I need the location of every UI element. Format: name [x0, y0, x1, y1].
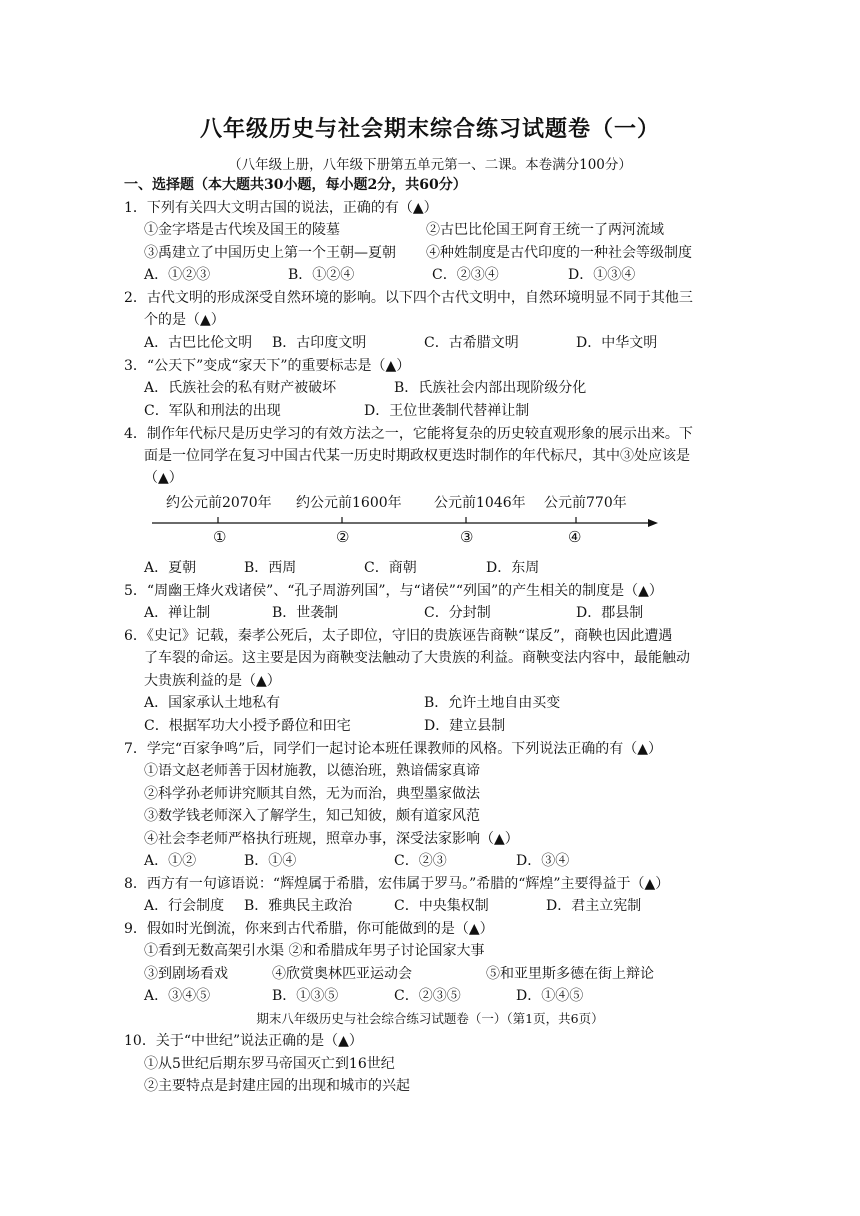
- question-2-option-d: D．中华文明: [576, 335, 658, 351]
- question-4-stem: 4．制作年代标尺是历史学习的有效方法之一，它能将复杂的历史较直观形象的展示出来。下: [124, 426, 693, 442]
- question-7-option-d: D．③④: [516, 853, 570, 869]
- question-4-option-c: C．商朝: [364, 560, 417, 576]
- question-6-option-b: B．允许土地自由买变: [424, 695, 561, 711]
- question-2-option-b: B．古印度文明: [272, 335, 367, 351]
- question-3-option-d: D．王位世袭制代替禅让制: [364, 403, 530, 419]
- question-4-option-a: A．夏朝: [144, 560, 197, 576]
- question-9-statement-1: ①看到无数高架引水渠 ②和希腊成年男子讨论国家大事: [144, 943, 485, 959]
- question-1-option-b: B．①②④: [288, 267, 355, 283]
- question-9-option-a: A．③④⑤: [144, 988, 211, 1004]
- question-8-option-d: D．君主立宪制: [546, 898, 642, 914]
- question-9-option-c: C．②③⑤: [394, 988, 461, 1004]
- question-3-option-a: A．氏族社会的私有财产被破坏: [144, 380, 337, 396]
- question-9-statement-3: ③到剧场看戏: [144, 966, 228, 982]
- question-9-statement-4: ④欣赏奥林匹亚运动会: [272, 966, 412, 982]
- question-10-statement-1: ①从5世纪后期东罗马帝国灭亡到16世纪: [144, 1056, 395, 1072]
- question-6-stem-cont: 了车裂的命运。这主要是因为商鞅变法触动了大贵族的利益。商鞅变法内容中，最能触动: [144, 650, 690, 666]
- timeline-marker-2: ②: [336, 528, 350, 546]
- question-6-option-a: A．国家承认土地私有: [144, 695, 281, 711]
- question-8-option-a: A．行会制度: [144, 898, 225, 914]
- question-9-statement-5: ⑤和亚里斯多德在街上辩论: [486, 966, 654, 982]
- question-1-statement-3: ③禹建立了中国历史上第一个王朝—夏朝: [144, 245, 396, 261]
- question-1-statement-1: ①金字塔是古代埃及国王的陵墓: [144, 222, 340, 238]
- question-4-stem-cont: 面是一位同学在复习中国古代某一历史时期政权更迭时制作的年代标尺，其中③处应该是: [144, 448, 690, 464]
- timeline-label-3: 公元前1046年: [434, 495, 526, 511]
- question-5-option-b: B．世袭制: [272, 605, 339, 621]
- question-2-option-c: C．古希腊文明: [424, 335, 519, 351]
- page-title: 八年级历史与社会期末综合练习试题卷（一）: [199, 116, 660, 142]
- question-10-stem: 10．关于“中世纪”说法正确的是（▲）: [124, 1033, 363, 1049]
- page-footer: 期末八年级历史与社会综合练习试题卷（一）（第1页，共6页）: [256, 1011, 604, 1026]
- question-7-statement-3: ③数学钱老师深入了解学生，知己知彼，颇有道家风范: [144, 808, 480, 824]
- question-7-option-b: B．①④: [244, 853, 297, 869]
- question-1-stem: 1．下列有关四大文明古国的说法，正确的有（▲）: [124, 200, 438, 216]
- question-8-stem: 8．西方有一句谚语说：“辉煌属于希腊，宏伟属于罗马。”希腊的“辉煌”主要得益于（▲）: [124, 876, 670, 892]
- timeline-marker-4: ④: [568, 528, 582, 546]
- question-3-stem: 3．“公天下”变成“家天下”的重要标志是（▲）: [124, 358, 411, 374]
- question-6-option-d: D．建立县制: [424, 718, 506, 734]
- question-2-option-a: A．古巴比伦文明: [144, 335, 253, 351]
- question-5-option-c: C．分封制: [424, 605, 491, 621]
- timeline-marker-3: ③: [460, 528, 474, 546]
- question-7-option-a: A．①②: [144, 853, 197, 869]
- question-7-statement-4: ④社会李老师严格执行班规，照章办事，深受法家影响（▲）: [144, 831, 519, 847]
- question-7-statement-2: ②科学孙老师讲究顺其自然，无为而治，典型墨家做法: [144, 786, 480, 802]
- section-heading: 一、选择题（本大题共30小题，每小题2分，共60分）: [124, 177, 467, 193]
- question-6-option-c: C．根据军功大小授予爵位和田宅: [144, 718, 351, 734]
- question-2-stem: 2．古代文明的形成深受自然环境的影响。以下四个古代文明中，自然环境明显不同于其他三: [124, 290, 693, 306]
- question-3-option-b: B．氏族社会内部出现阶级分化: [394, 380, 587, 396]
- question-9-option-d: D．①④⑤: [516, 988, 584, 1004]
- timeline-marker-1: ①: [213, 528, 227, 546]
- question-9-option-b: B．①③⑤: [272, 988, 339, 1004]
- question-1-option-d: D．①③④: [568, 267, 636, 283]
- question-1-option-a: A．①②③: [144, 267, 211, 283]
- question-6-stem-cont-2: 大贵族利益的是（▲）: [144, 673, 281, 689]
- question-1-option-c: C．②③④: [432, 267, 499, 283]
- question-4-stem-cont-2: （▲）: [144, 470, 183, 486]
- question-2-stem-cont: 个的是（▲）: [144, 312, 225, 328]
- timeline-label-1: 约公元前2070年: [166, 495, 272, 511]
- question-7-stem: 7．学完“百家争鸣”后，同学们一起讨论本班任课教师的风格。下列说法正确的有（▲）: [124, 741, 662, 757]
- question-7-statement-1: ①语文赵老师善于因材施教，以德治班，熟谙儒家真谛: [144, 763, 480, 779]
- question-8-option-b: B．雅典民主政治: [244, 898, 353, 914]
- question-8-option-c: C．中央集权制: [394, 898, 489, 914]
- question-1-statement-4: ④种姓制度是古代印度的一种社会等级制度: [426, 245, 692, 261]
- question-5-stem: 5．“周幽王烽火戏诸侯”、“孔子周游列国”，与“诸侯”“列国”的产生相关的制度是（▲）: [124, 583, 663, 599]
- page-subtitle: （八年级上册，八年级下册第五单元第一、二课。本卷满分100分）: [228, 157, 632, 173]
- question-5-option-a: A．禅让制: [144, 605, 211, 621]
- question-9-stem: 9．假如时光倒流，你来到古代希腊，你可能做到的是（▲）: [124, 921, 494, 937]
- question-1-statement-2: ②古巴比伦国王阿育王统一了两河流域: [426, 222, 664, 238]
- question-7-option-c: C．②③: [394, 853, 447, 869]
- question-5-option-d: D．郡县制: [576, 605, 644, 621]
- question-4-option-b: B．西周: [244, 560, 297, 576]
- timeline-label-4: 公元前770年: [544, 495, 627, 511]
- question-3-option-c: C．军队和刑法的出现: [144, 403, 281, 419]
- question-6-stem: 6．《史记》记载，秦孝公死后，太子即位，守旧的贵族诬告商鞅“谋反”，商鞅也因此遭遇: [124, 628, 673, 644]
- timeline-label-2: 约公元前1600年: [296, 495, 402, 511]
- question-10-statement-2: ②主要特点是封建庄园的出现和城市的兴起: [144, 1078, 410, 1094]
- question-4-option-d: D．东周: [486, 560, 540, 576]
